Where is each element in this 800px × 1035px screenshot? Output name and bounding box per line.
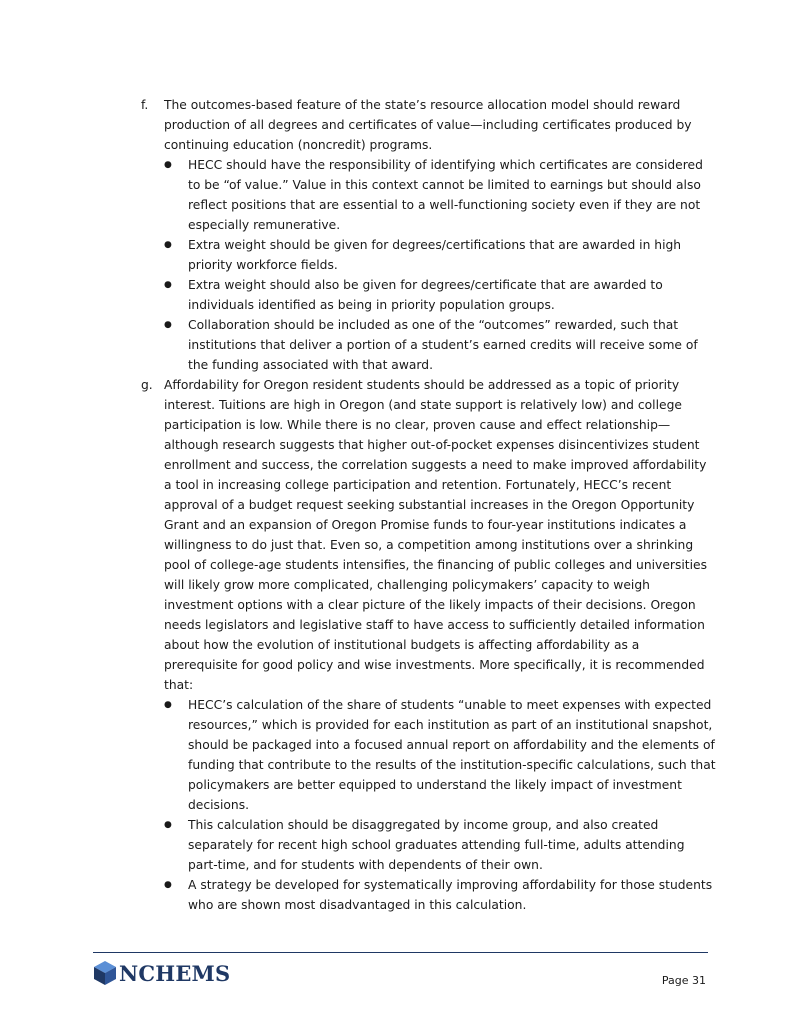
- logo-wordmark: NCHEMS: [119, 960, 231, 986]
- bullet-item: [164, 235, 716, 275]
- bullet-list: [164, 155, 716, 375]
- bullet-dot-icon: ●: [164, 280, 172, 290]
- cube-logo-icon: [93, 960, 117, 986]
- bullet-list: [164, 695, 716, 915]
- bullet-item: [164, 155, 716, 235]
- bullet-dot-icon: ●: [164, 320, 172, 330]
- bullet-text: A strategy be developed for systematically improving affordability for those students who are shown most disadvantaged in this calculation.: [188, 878, 713, 912]
- bullet-item: [164, 315, 716, 375]
- bullet-text: HECC should have the responsibility of identifying which certificates are considered to be “of value.” Value in this context cannot be limited to earnings but should also reflect positions that are essential to a well-functioning society even if they are not especially remunerative.: [188, 158, 703, 232]
- page-number: Page 31: [661, 974, 706, 987]
- bullet-text: Collaboration should be included as one of the “outcomes” rewarded, such that institutions that deliver a portion of a student’s earned credits will receive some of the funding associated with that award.: [188, 318, 698, 372]
- bullet-text: Extra weight should be given for degrees/certifications that are awarded in high priority workforce fields.: [188, 238, 682, 272]
- item-paragraph: The outcomes-based feature of the state’s resource allocation model should reward production of all degrees and certificates of value—including certificates produced by continuing education (noncredit) programs.: [164, 98, 692, 152]
- bullet-text: HECC’s calculation of the share of students “unable to meet expenses with expected resources,” which is provided for each institution as part of an institutional snapshot, should be packaged into a focused annual report on affordability and the elements of funding that contribute to the results of the institution-specific calculations, such that policymakers are better equipped to understand the likely impact of investment decisions.: [188, 698, 716, 812]
- bullet-item: [164, 815, 716, 875]
- item-body: [164, 375, 716, 915]
- bullet-dot-icon: ●: [164, 820, 172, 830]
- bullet-dot-icon: ●: [164, 240, 172, 250]
- list-item-g: [141, 375, 716, 915]
- bullet-dot-icon: ●: [164, 880, 172, 890]
- item-letter: g.: [141, 378, 153, 392]
- bullet-dot-icon: ●: [164, 700, 172, 710]
- bullet-item: [164, 275, 716, 315]
- bullet-text: Extra weight should also be given for degrees/certificate that are awarded to individuals identified as being in priority population groups.: [188, 278, 663, 312]
- item-letter: f.: [141, 98, 149, 112]
- footer-divider: [93, 952, 708, 953]
- list-item-f: [141, 95, 716, 375]
- nchems-logo: [93, 958, 230, 988]
- bullet-item: [164, 695, 716, 815]
- item-body: [164, 95, 716, 375]
- document-body: [141, 95, 716, 915]
- bullet-item: [164, 875, 716, 915]
- bullet-dot-icon: ●: [164, 160, 172, 170]
- bullet-text: This calculation should be disaggregated by income group, and also created separately for recent high school graduates attending full-time, adults attending part-time, and for students with dependents of their own.: [188, 818, 685, 872]
- item-paragraph: Affordability for Oregon resident students should be addressed as a topic of priority interest. Tuitions are high in Oregon (and state support is relatively low) and college participation is low. While there is no clear, proven cause and effect relationship—although research suggests that higher out-of-pocket expenses disincentivizes student enrollment and success, the correlation suggests a need to make improved affordability a tool in increasing college participation and retention. Fortunately, HECC’s recent approval of a budget request seeking substantial increases in the Oregon Opportunity Grant and an expansion of Oregon Promise funds to four-year institutions indicates a willingness to do just that. Even so, a competition among institutions over a shrinking pool of college-age students intensifies, the financing of public colleges and universities will likely grow more complicated, challenging policymakers’ capacity to weigh investment options with a clear picture of the likely impacts of their decisions. Oregon needs legislators and legislative staff to have access to sufficiently detailed information about how the evolution of institutional budgets is affecting affordability as a prerequisite for good policy and wise investments. More specifically, it is recommended that:: [164, 378, 707, 692]
